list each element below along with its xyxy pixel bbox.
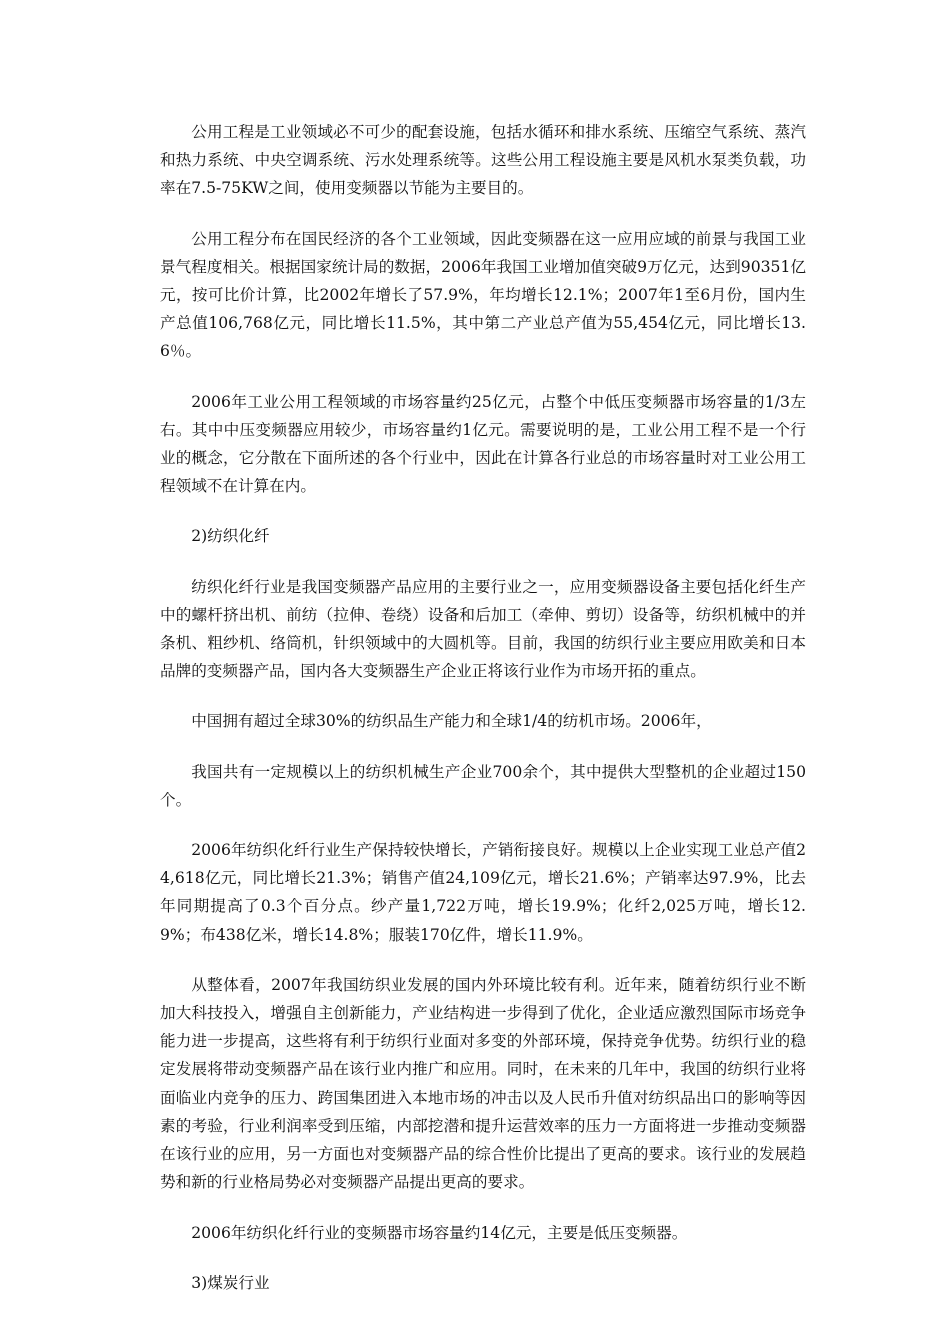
paragraph-textile-market: 2006年纺织化纤行业的变频器市场容量约14亿元，主要是低压变频器。 bbox=[191, 1223, 688, 1242]
paragraph-public-works-economy: 公用工程分布在国民经济的各个工业领域，因此变频器在这一应用应域的前景与我国工业景气程度相关。根据国家统计局的数据，2006年我国工业增加值突破9万亿元，达到90351亿元，按可比价计算，比2002年增长了57.9%，年均增长12.1%；2007年1至6月份，国内生产总值106,768亿元，同比增长11.5%，其中第二产业总产值为55,454亿元，同比增长13.6％。 bbox=[160, 229, 806, 361]
document-body bbox=[160, 118, 806, 1319]
paragraph-textile-share: 中国拥有超过全球30%的纺织品生产能力和全球1/4的纺机市场。2006年， bbox=[191, 712, 712, 731]
paragraph-textile-intro: 纺织化纤行业是我国变频器产品应用的主要行业之一，应用变频器设备主要包括化纤生产中的螺杆挤出机、前纺（拉伸、卷绕）设备和后加工（牵伸、剪切）设备等，纺织机械中的并条机、粗纱机、络筒机，针织领域中的大圆机等。目前，我国的纺织行业主要应用欧美和日本品牌的变频器产品，国内各大变频器生产企业正将该行业作为市场开拓的重点。 bbox=[160, 577, 806, 681]
section-heading-coal: 3)煤炭行业 bbox=[191, 1273, 270, 1292]
section-heading-textile: 2)纺织化纤 bbox=[191, 527, 270, 546]
paragraph-textile-outlook: 从整体看，2007年我国纺织业发展的国内外环境比较有利。近年来，随着纺织行业不断加大科技投入，增强自主创新能力，产业结构进一步得到了优化，企业适应激烈国际市场竞争能力进一步提高，这些将有利于纺织行业面对多变的外部环境，保持竞争优势。纺织行业的稳定发展将带动变频器产品在该行业内推广和应用。同时，在未来的几年中，我国的纺织行业将面临业内竞争的压力、跨国集团进入本地市场的冲击以及人民币升值对纺织品出口的影响等因素的考验，行业利润率受到压缩，内部挖潜和提升运营效率的压力一方面将进一步推动变频器在该行业的应用，另一方面也对变频器产品的综合性价比提出了更高的要求。该行业的发展趋势和新的行业格局势必对变频器产品提出更高的要求。 bbox=[160, 975, 806, 1192]
paragraph-textile-output: 2006年纺织化纤行业生产保持较快增长，产销衔接良好。规模以上企业实现工业总产值24,618亿元，同比增长21.3%；销售产值24,109亿元，增长21.6%；产销率达97.9%，比去年同期提高了0.3个百分点。纱产量1,722万吨，增长19.9%；化纤2,025万吨，增长12.9%；布438亿米，增长14.8%；服装170亿件，增长11.9%。 bbox=[160, 841, 806, 944]
paragraph-textile-enterprises: 我国共有一定规模以上的纺织机械生产企业700余个，其中提供大型整机的企业超过150个。 bbox=[160, 762, 806, 809]
paragraph-public-works-market: 2006年工业公用工程领域的市场容量约25亿元，占整个中低压变频器市场容量的1/3左右。其中中压变频器应用较少，市场容量约1亿元。需要说明的是，工业公用工程不是一个行业的概念，它分散在下面所述的各个行业中，因此在计算各行业总的市场容量时对工业公用工程领域不在计算在内。 bbox=[160, 392, 806, 496]
paragraph-public-works-intro: 公用工程是工业领域必不可少的配套设施，包括水循环和排水系统、压缩空气系统、蒸汽和热力系统、中央空调系统、污水处理系统等。这些公用工程设施主要是风机水泵类负载，功率在7.5-75KW之间，使用变频器以节能为主要目的。 bbox=[160, 123, 806, 198]
